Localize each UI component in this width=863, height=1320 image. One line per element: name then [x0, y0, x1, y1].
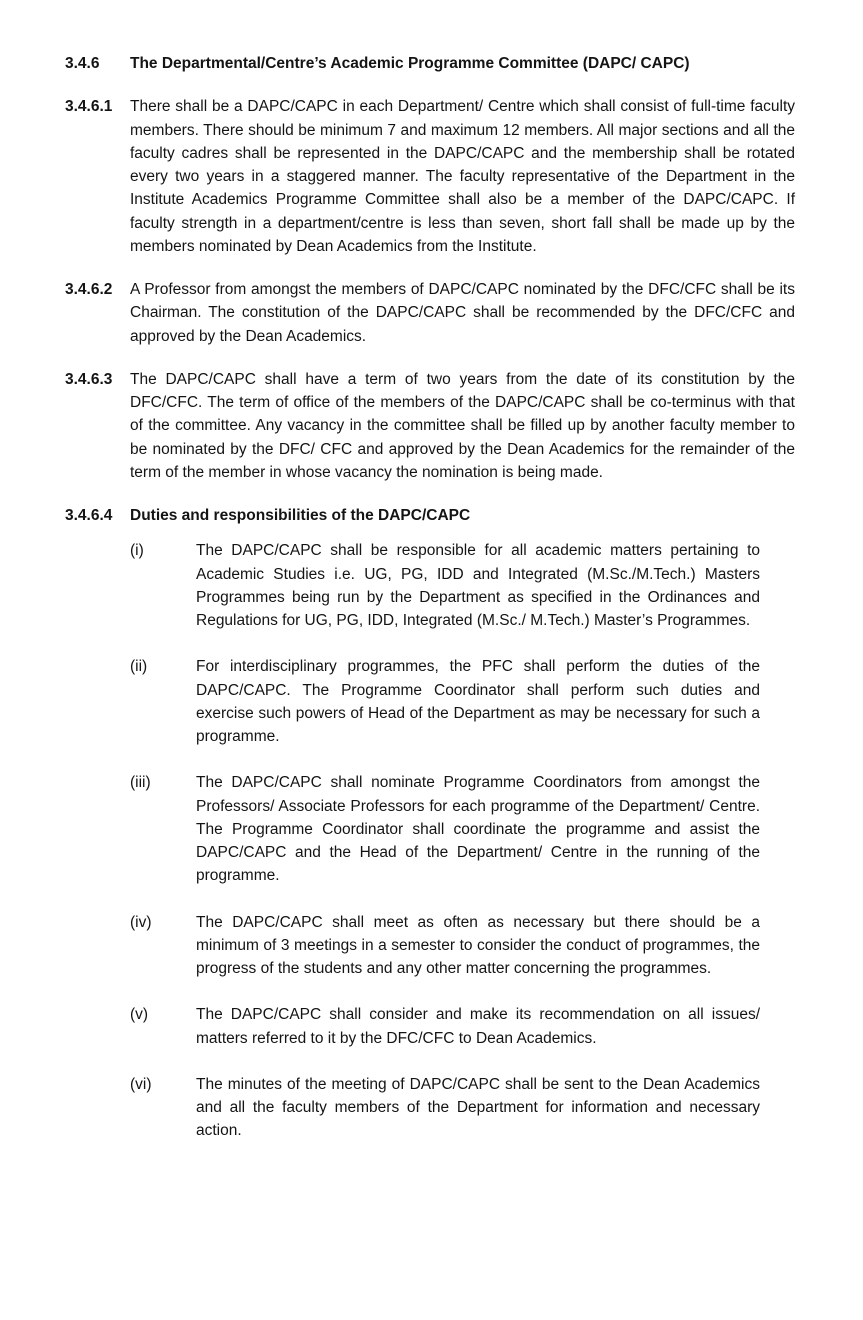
- list-item-text: The DAPC/CAPC shall be responsible for all academic matters pertaining to Academic Studies i.e. UG, PG, IDD and Integrated (M.Sc./M.Tech.) Masters Programmes being run by the Department as specified in the Ordinances and Regulations for UG, PG, IDD, Integrated (M.Sc./ M.Tech.) Master’s Programmes.: [196, 542, 760, 629]
- paragraph-text: There shall be a DAPC/CAPC in each Department/ Centre which shall consist of full-time faculty members. There should be minimum 7 and maximum 12 members. All major sections and all the faculty cadres shall be represented in the DAPC/CAPC and the membership shall be rotated every two years in a staggered manner. The faculty representative of the Department in the Institute Academics Programme Committee shall also be a member of the DAPC/CAPC. If faculty strength in a department/centre is less than seven, short fall shall be made up by the members nominated by Dean Academics from the Institute.: [130, 98, 795, 255]
- paragraph-text: The DAPC/CAPC shall have a term of two years from the date of its constitution by the DFC/CFC. The term of office of the members of the DAPC/CAPC shall be co-terminus with that of the committee. Any vacancy in the committee shall be filled up by another faculty member to be nominated by the DFC/ CFC and approved by the Dean Academics for the remainder of the term of the member in whose vacancy the nomination is being made.: [130, 370, 795, 481]
- list-item-text: The DAPC/CAPC shall meet as often as necessary but there should be a minimum of 3 meetings in a semester to consider the conduct of programmes, the progress of the students and any other matter concerning the programmes.: [196, 913, 760, 977]
- paragraph-number: 3.4.6.1: [65, 98, 113, 116]
- list-item: [130, 1073, 760, 1143]
- list-item: [130, 911, 760, 981]
- list-item-marker: (vi): [130, 1075, 152, 1093]
- list-item: [130, 655, 760, 748]
- list-item-text: The DAPC/CAPC shall consider and make its recommendation on all issues/ matters referred to it by the DFC/CFC to Dean Academics.: [196, 1006, 760, 1047]
- paragraph-3-4-6-3: [65, 368, 795, 484]
- section-number: 3.4.6.4: [65, 507, 113, 524]
- list-item-marker: (iv): [130, 913, 152, 931]
- list-item-marker: (ii): [130, 658, 148, 676]
- section-title: The Departmental/Centre’s Academic Programme Committee (DAPC/ CAPC): [130, 55, 690, 72]
- section-number: 3.4.6: [65, 55, 100, 72]
- paragraph-number: 3.4.6.3: [65, 370, 113, 388]
- list-item: [130, 1003, 760, 1050]
- duties-list: [130, 539, 760, 1142]
- list-item: [130, 539, 760, 632]
- list-item-text: For interdisciplinary programmes, the PFC shall perform the duties of the DAPC/CAPC. The Programme Coordinator shall perform such duties and exercise such powers of Head of the Department as may be necessary for such a programme.: [196, 658, 760, 745]
- list-item-marker: (v): [130, 1006, 149, 1024]
- list-item-text: The DAPC/CAPC shall nominate Programme Coordinators from amongst the Professors/ Associate Professors for each programme of the Department/ Centre. The Programme Coordinator shall coordinate the programme and assist the DAPC/CAPC and the Head of the Department/ Centre in the running of the programme.: [196, 774, 760, 885]
- section-heading-3-4-6-4: [65, 504, 795, 527]
- paragraph-3-4-6-1: [65, 95, 795, 258]
- section-heading-3-4-6: [65, 52, 795, 75]
- list-item-marker: (i): [130, 542, 144, 560]
- list-item-marker: (iii): [130, 774, 151, 792]
- list-item: [130, 771, 760, 887]
- list-item-text: The minutes of the meeting of DAPC/CAPC shall be sent to the Dean Academics and all the faculty members of the Department for information and necessary action.: [196, 1075, 760, 1140]
- section-title: Duties and responsibilities of the DAPC/CAPC: [130, 507, 471, 524]
- paragraph-3-4-6-2: [65, 278, 795, 348]
- paragraph-text: A Professor from amongst the members of DAPC/CAPC nominated by the DFC/CFC shall be its Chairman. The constitution of the DAPC/CAPC shall be recommended by the DFC/CFC and approved by the Dean Academics.: [130, 281, 795, 345]
- paragraph-number: 3.4.6.2: [65, 281, 113, 298]
